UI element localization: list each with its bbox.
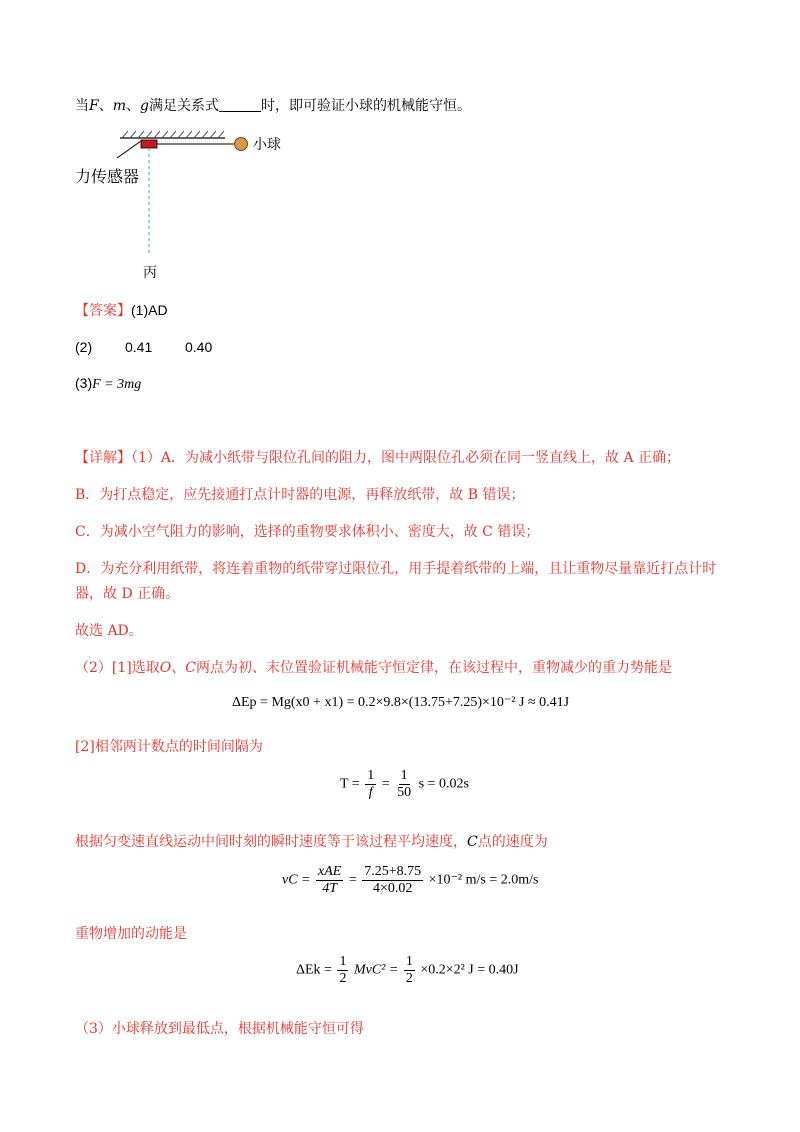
eq3-frac-2-num: 7.25+8.75 [364,864,422,879]
answer-3-expr: F = 3mg [92,377,142,392]
point-O: O [159,660,172,676]
point-C: C [467,834,478,850]
eq2-rhs: s = 0.02s [418,776,469,792]
figure-label: 丙 [143,265,157,281]
answer-3-num: (3) [75,375,93,391]
answer-2-value-1: 0.41 [125,339,153,355]
answer-2-value-2: 0.40 [185,339,213,355]
var-F: F [89,98,99,114]
question-line [75,96,471,116]
eq3-rhs: ×10⁻² m/s = 2.0m/s [428,872,539,888]
detail-p8 [75,832,548,852]
detail-p4b: 器，故 D 正确。 [75,586,180,602]
answer-1: (1)AD [131,302,168,318]
eq2-frac-2-num: 1 [400,768,408,783]
sep: 、 [126,98,140,114]
eq4-frac-2-den: 2 [405,971,413,986]
pendulum-figure [75,128,335,288]
equation-potential-energy: ΔEp = Mg(x0 + x1) = 0.2×9.8×(13.75+7.25)×10⁻² J ≈ 0.41J [232,695,570,710]
answer-tag: 【答案】 [75,303,131,319]
equation-velocity: vC = $\frac{\text{xAE}}{4T}$ = $\frac{7.25+8.75}{4\times 0.02}$ ×10⁻² m/s = 2.0m/s [282,864,539,896]
eq4-frac-1-den: 2 [339,971,347,986]
ball-label: 小球 [253,137,281,153]
detail-p6 [75,658,672,678]
eq2-frac-1-den: f [368,785,373,800]
detail-p9: 重物增加的动能是 [75,926,187,942]
ball [235,138,248,151]
eq2-lhs: T = [340,776,360,792]
eq3-frac-2 [362,864,423,897]
detail-p10: （3）小球释放到最低点，根据机械能守恒可得 [75,1021,364,1037]
answer-blank[interactable] [219,97,261,112]
force-sensor-rect [141,140,157,148]
var-m: m [112,98,126,114]
detail-p1: 【详解】（1）A．为减小纸带与限位孔间的阻力，图中两限位孔必须在同一竖直线上，故 A 正确； [75,450,681,466]
eq4-mid: MvC² = [353,962,399,978]
eq4-frac-2-num: 1 [405,954,413,969]
eq3-frac-1-num: xAE [318,864,342,879]
answer-2-num: (2) [75,339,93,355]
eq4-lhs: ΔEk = [296,962,332,978]
eq3-frac-1-den: 4T [322,881,338,896]
eq3-lhs: vC = [282,872,311,888]
eq2-frac-1-num: 1 [367,768,375,783]
sep: 、 [98,98,113,114]
answer-line-2 [75,337,213,357]
eq2-frac-2 [395,768,413,801]
answer-line-3 [75,373,141,395]
detail-p5: 故选 AD。 [75,623,143,639]
question-text-pre: 当 [75,98,89,114]
eq4-frac-2 [404,954,415,987]
eq4-frac-1 [337,954,348,987]
eq3-frac-1 [316,864,343,897]
sensor-label: 力传感器 [75,167,140,186]
detail-p2: B．为打点稳定，应先接通打点计时器的电源，再释放纸带，故 B 错误； [75,487,525,503]
detail-p4a: D．为充分利用纸带，将连着重物的纸带穿过限位孔，用手提着纸带的上端，且让重物尽量靠近打点计时 [75,561,717,577]
question-text-mid: 满足关系式 [148,98,219,114]
detail-p7: [2]相邻两计数点的时间间隔为 [75,739,263,755]
point-C: C [185,660,196,676]
eq4-rhs: ×0.2×2² J = 0.40J [420,962,519,978]
eq3-frac-2-den: 4×0.02 [372,881,413,896]
pendulum-diagram [75,128,335,288]
sep: 、 [171,660,186,676]
detail-p6-post: 两点为初、末位置验证机械能守恒定律，在该过程中，重物减少的重力势能是 [195,660,672,676]
question-text-post: 时，即可验证小球的机械能守恒。 [260,98,471,114]
equation-kinetic-energy [296,954,519,987]
equation-period: T = $\frac{1}{f}$ = $\frac{1}{50}$ s = 0.02s [340,768,469,800]
var-g: g [140,98,149,114]
detail-p3: C．为减小空气阻力的影响，选择的重物要求体积小、密度大，故 C 错误； [75,524,540,540]
detail-p8-post: 点的速度为 [477,834,548,850]
detail-p6-pre: （2）[1]选取 [75,660,160,676]
detail-p8-pre: 根据匀变速直线运动中间时刻的瞬时速度等于该过程平均速度， [75,834,467,850]
eq4-frac-1-num: 1 [339,954,347,969]
answer-line-1 [75,300,168,321]
eq2-frac-1 [365,768,376,801]
eq2-frac-2-den: 50 [397,785,412,800]
